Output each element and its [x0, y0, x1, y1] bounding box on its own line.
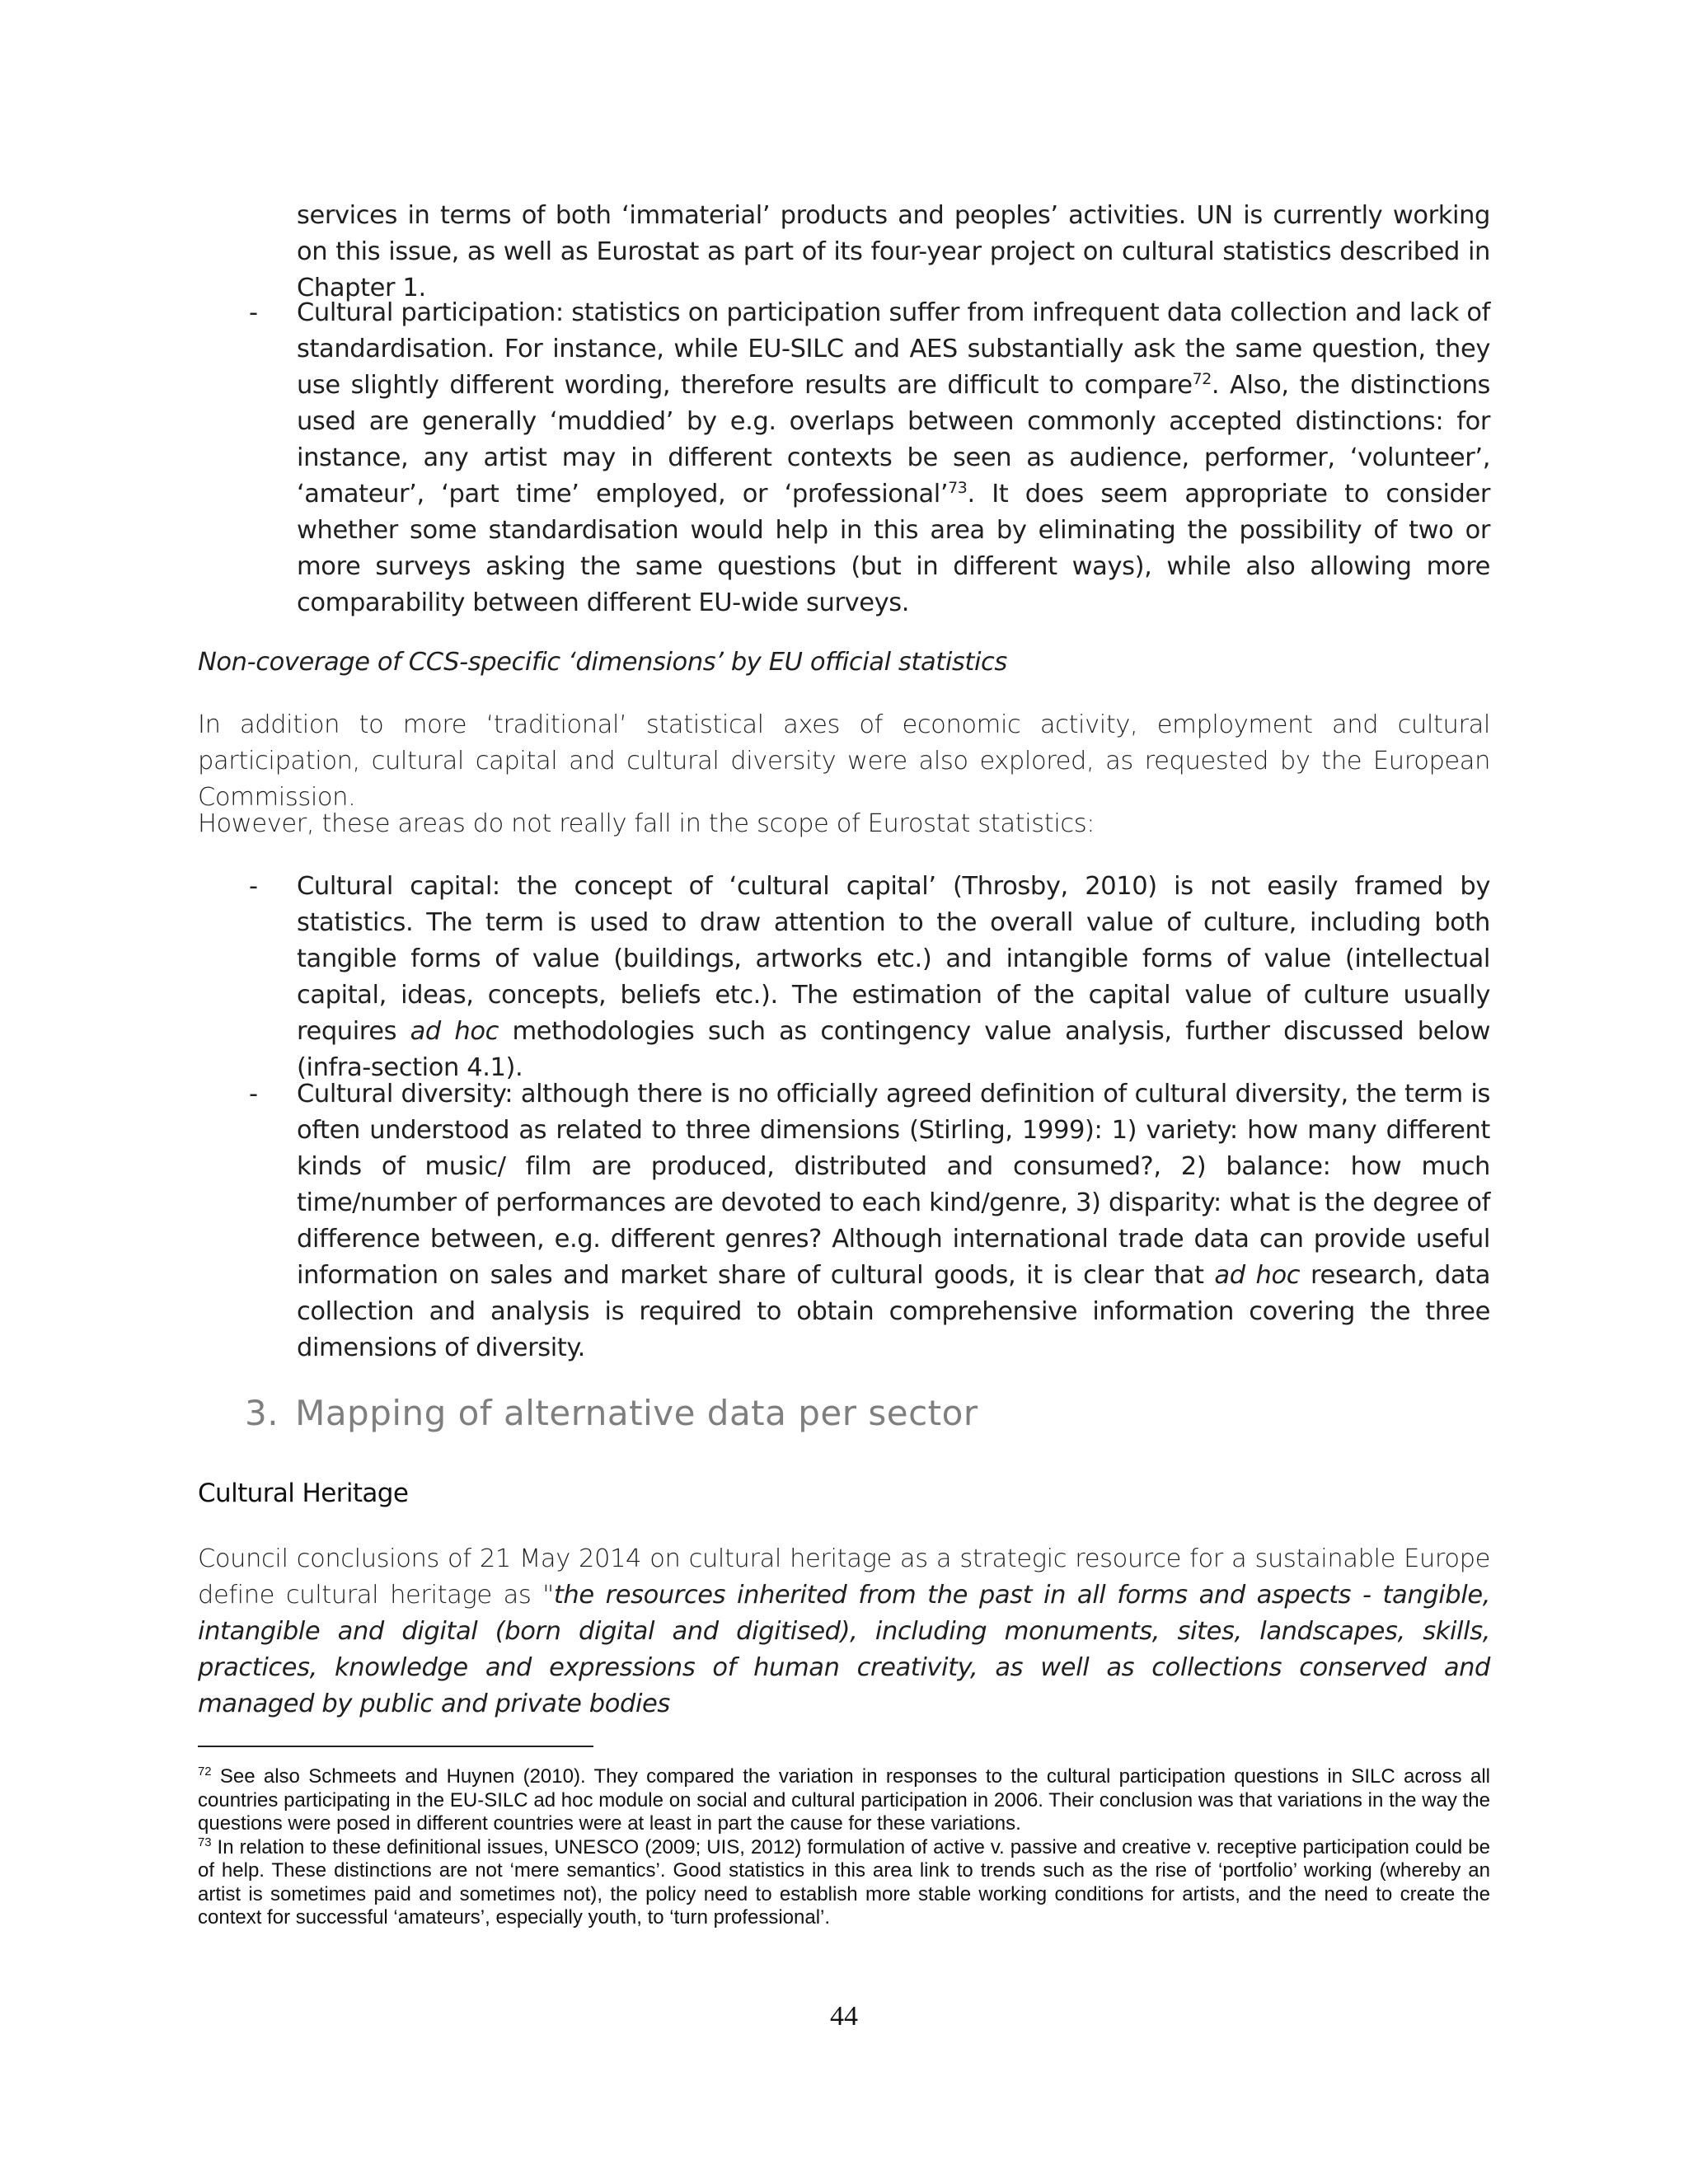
italic-term: ad hoc	[1214, 1261, 1301, 1290]
footnote-73	[198, 1836, 1490, 1930]
bullet-dash: -	[249, 872, 258, 901]
bullet-text-part: . Also, the distinctions used are generally ‘muddied’ by e.g. overlaps between commonly accepted distinctions: for instance, any artist may in different contexts be seen as audience, performer, ‘volunteer’, ‘amateur’, ‘part time’ employed, or ‘professional’	[297, 371, 1490, 509]
section-heading	[245, 1393, 978, 1433]
footnote-72	[198, 1765, 1490, 1836]
bullet-text-part: methodologies such as contingency value analysis, further discussed below (infra-section 4.1).	[297, 1017, 1490, 1082]
section-title: Mapping of alternative data per sector	[295, 1393, 978, 1433]
footnotes	[198, 1765, 1490, 1930]
bullet-text	[297, 295, 1490, 621]
bullet-cultural-capital	[198, 869, 1490, 1086]
bullet-dash: -	[249, 1080, 258, 1108]
italic-term: ad hoc	[410, 1017, 499, 1046]
bullet-text	[297, 1076, 1490, 1366]
bullet-text-part: Cultural capital: the concept of ‘cultural capital’ (Throsby, 2010) is not easily framed by statistics. The term is used to draw attention to the overall value of culture, including both tangible forms of value (buildings, artworks etc.) and intangible forms of value (intellectual capital, ideas, concepts, beliefs etc.). The estimation of the capital value of culture usually requires	[297, 872, 1490, 1046]
subheading-cultural-heritage: Cultural Heritage	[198, 1479, 409, 1508]
footnote-ref-73[interactable]: 73	[948, 478, 968, 497]
footnote-number: 72	[198, 1765, 212, 1779]
bullet-text-part: Cultural diversity: although there is no officially agreed definition of cultural diversity, the term is often understood as related to three dimensions (Stirling, 1999): 1) variety: how many different kinds of music/ film are produced, distributed and consumed?, 2) balance: how much time/number of performances are devoted to each kind/genre, 3) disparity: what is the degree of difference between, e.g. different genres? Although international trade data can provide useful information on sales and market share of cultural goods, it is clear that	[297, 1080, 1490, 1290]
footnote-text: See also Schmeets and Huynen (2010). They compared the variation in responses to the cultural participation questions in SILC across all countries participating in the EU-SILC ad hoc module on social and cultural participation in 2006. Their conclusion was that variations in the way the questions were posed in different countries were at least in part the cause for these variations.	[198, 1765, 1490, 1835]
footnote-number: 73	[198, 1835, 212, 1849]
footnote-separator	[198, 1746, 593, 1747]
intro-text: services in terms of both ‘immaterial’ products and peoples’ activities. UN is currently working on this issue, as well as Eurostat as part of its four-year project on cultural statistics described in Chapter 1.	[297, 201, 1490, 302]
bullet-text-part: Cultural participation: statistics on participation suffer from infrequent data collection and lack of standardisation. For instance, while EU-SILC and AES substantially ask the same question, they use slightly different wording, therefore results are difficult to compare	[297, 298, 1490, 400]
page-number: 44	[830, 2001, 858, 2032]
bullet-dash: -	[249, 298, 258, 327]
intro-continuation	[297, 198, 1490, 307]
bullet-text-part: . It does seem appropriate to consider whether some standardisation would help in this area by eliminating the possibility of two or more surveys asking the same questions (but in different ways), while also allowing more comparability between different EU-wide surveys.	[297, 480, 1491, 617]
section-number: 3.	[245, 1393, 279, 1433]
footnote-text: In relation to these definitional issues, UNESCO (2009; UIS, 2012) formulation of active v. passive and creative v. receptive participation could be of help. These distinctions are not ‘mere semantics’. Good statistics in this area link to trends such as the rise of ‘portfolio’ working (whereby an artist is sometimes paid and sometimes not), the policy need to establish more stable working conditions for artists, and the need to create the context for successful ‘amateurs’, especially youth, to ‘turn professional’.	[198, 1835, 1490, 1929]
paragraph-council-conclusions	[198, 1541, 1490, 1722]
italic-subheading: Non-coverage of CCS-specific ‘dimensions’ by EU official statistics	[198, 648, 1007, 677]
paragraph-text: Council conclusions of 21 May 2014 on cultural heritage as a strategic resource for a sustainable Europe define cultural heritage as "	[198, 1544, 1490, 1610]
footnote-ref-72[interactable]: 72	[1192, 369, 1212, 388]
bullet-cultural-diversity	[198, 1076, 1490, 1366]
italic-quote: the resources inherited from the past in all forms and aspects - tangible, intangible and digital (born digital and digitised), including monuments, sites, landscapes, skills, practices, knowledge and expressions of human creativity, as well as collections conserved and managed by public and private bodies	[198, 1581, 1490, 1718]
paragraph-traditional-axes: In addition to more ‘traditional’ statistical axes of economic activity, employment and cultural participation, cultural capital and cultural diversity were also explored, as requested by the European Commission.	[198, 710, 1490, 812]
bullet-text	[297, 869, 1490, 1086]
paragraph-eurostat-scope: However, these areas do not really fall in the scope of Eurostat statistics:	[198, 809, 1095, 838]
bullet-text-part: research, data collection and analysis is required to obtain comprehensive information covering the three dimensions of diversity.	[297, 1261, 1490, 1362]
bullet-cultural-participation	[198, 295, 1490, 621]
